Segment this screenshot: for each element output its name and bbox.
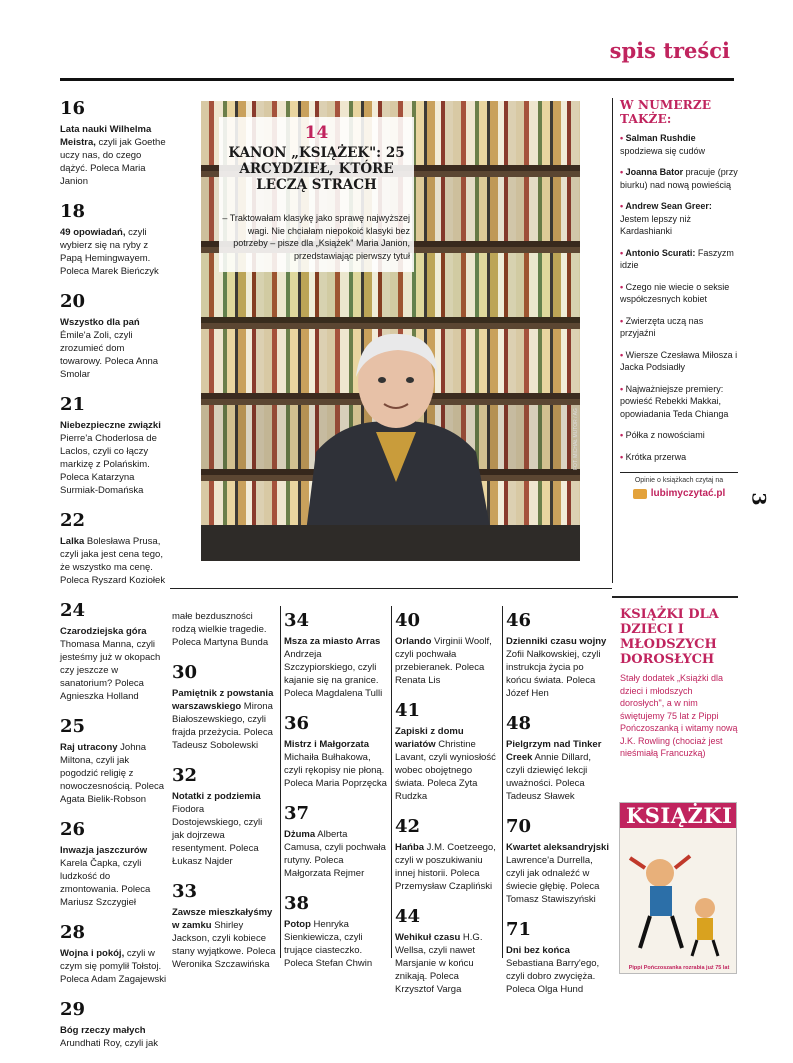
column-5 — [506, 610, 610, 1009]
toc-description — [284, 738, 388, 790]
toc-description — [284, 918, 388, 970]
toc-description — [60, 226, 168, 278]
toc-entry[interactable] — [172, 662, 276, 752]
lubimy-text: Opinie o książkach czytaj na — [634, 477, 724, 484]
toc-rest: Lawrence'a Durrella, czyli jak odnaleźć w świecie głębię. Poleca Tomasz Stawiszyński — [506, 855, 600, 905]
toc-title: Dni bez końca — [506, 945, 570, 956]
sidebar-divider — [612, 596, 738, 598]
sidebar-item[interactable] — [620, 132, 738, 157]
toc-page-number: 42 — [395, 816, 421, 837]
toc-rest: Shirley Jackson, czyli kobiece stany wyjątkowe. Poleca Weronika Szczawińska — [172, 920, 276, 970]
toc-rest: Andrzeja Szczypiorskiego, czyli kajanie się na granice. Poleca Magdalena Tulli — [284, 649, 383, 699]
toc-description — [395, 635, 499, 687]
bullet-icon: • — [620, 349, 626, 360]
toc-title: Hańba — [395, 842, 425, 853]
toc-description — [60, 741, 168, 806]
toc-entry[interactable] — [172, 881, 276, 971]
toc-page-number: 28 — [60, 922, 86, 943]
toc-description — [506, 635, 610, 700]
toc-entry[interactable] — [60, 98, 168, 188]
sidebar-item-bold: Joanna Bator — [625, 167, 684, 177]
toc-entry[interactable] — [395, 816, 499, 893]
toc-title: Potop — [284, 919, 311, 930]
bullet-icon: • — [620, 383, 626, 394]
left-column — [60, 98, 168, 1063]
bullet-icon: • — [620, 451, 626, 462]
sidebar-item[interactable] — [620, 315, 738, 340]
portrait-illustration — [286, 322, 506, 532]
column-3 — [284, 610, 388, 983]
toc-entry[interactable] — [506, 919, 610, 996]
toc-title: 49 opowiadań, — [60, 227, 126, 238]
toc-page-number: 24 — [60, 600, 86, 621]
toc-title: Msza za miasto Arras — [284, 636, 381, 647]
toc-entry[interactable] — [172, 765, 276, 868]
sidebar-item[interactable] — [620, 281, 738, 306]
toc-rest: Fiodora Dostojewskiego, czyli jak dojrzewa resentyment. Poleca Łukasz Najder — [172, 804, 263, 867]
toc-page-number: 16 — [60, 98, 86, 119]
bullet-icon: • — [620, 430, 626, 440]
bullet-icon: • — [620, 201, 626, 211]
toc-description — [506, 841, 610, 906]
toc-entry[interactable] — [395, 700, 499, 803]
toc-description — [172, 790, 276, 868]
sidebar-item-bold: Antonio Scurati: — [625, 247, 696, 258]
toc-rest: Henryka Sienkiewicza, czyli trujące ciasteczko. Poleca Stefan Chwin — [284, 919, 373, 969]
toc-page-number: 21 — [60, 394, 86, 415]
toc-title: Bóg rzeczy małych — [60, 1025, 146, 1036]
toc-title: Wehikuł czasu — [395, 932, 461, 943]
toc-rest: Émile'a Zoli, czyli zrozumieć dom towarowy. Poleca Anna Smolar — [60, 330, 159, 380]
toc-description — [60, 535, 168, 587]
toc-rest: Johna Miltona, czyli jak pogodzić religię z nowoczesnością. Poleca Agata Bielik-Robson — [60, 742, 165, 805]
toc-title: Wojna i pokój, — [60, 948, 125, 959]
toc-title: Pielgrzym nad Tinker Creek — [506, 739, 602, 763]
sidebar-item[interactable] — [620, 200, 738, 238]
kids-heading: KSIĄŻKI DLA DZIECI I MŁODSZYCH DOROSŁYCH — [620, 607, 719, 667]
toc-page-number: 32 — [172, 765, 198, 786]
toc-title: Niebezpieczne związki — [60, 420, 161, 431]
toc-page-number: 25 — [60, 716, 86, 737]
sidebar-item-text: Czego nie wiecie o seksie współczesnych kobiet — [620, 281, 730, 304]
toc-rest: Bolesława Prusa, czyli jaka jest cena tego, że wszystko ma cenę. Poleca Ryszard Koziołek — [60, 536, 166, 586]
toc-description — [60, 1024, 168, 1050]
toc-entry[interactable] — [60, 716, 168, 806]
toc-page-number: 40 — [395, 610, 421, 631]
toc-description — [60, 316, 168, 381]
toc-entry[interactable] — [60, 819, 168, 909]
column-2 — [172, 610, 276, 984]
sidebar-item-text: spodziewa się cudów — [620, 145, 706, 156]
toc-entry[interactable] — [60, 999, 168, 1050]
toc-title: Inwazja jaszczurów — [60, 845, 148, 856]
sidebar-item[interactable] — [620, 166, 738, 191]
toc-entry[interactable] — [284, 893, 388, 970]
toc-description — [395, 931, 499, 996]
toc-title: Orlando — [395, 636, 432, 647]
toc-title: Lalka — [60, 536, 85, 547]
toc-rest: Arundhati Roy, czyli jak — [60, 1038, 159, 1049]
feature-description: – Traktowałam klasykę jako sprawę najwyższej wagi. Nie chciałam niepokoić klasyki bez potrzeby – pisze dla „Książek" Maria Janion, przedstawiając pierwszy tytuł — [222, 213, 410, 261]
sidebar-item-text: Jestem lepszy niż Kardashianki — [620, 213, 692, 236]
toc-rest: Pierre'a Choderlosa de Laclos, czyli co łączy markizę z Polańskim. Poleca Katarzyna Surmiak-Domańska — [60, 433, 157, 496]
toc-description — [60, 123, 168, 188]
toc-rest: czyli jak Goethe uczy nas, do czego dążyć. Poleca Maria Janion — [60, 137, 166, 187]
toc-page-number: 38 — [284, 893, 310, 914]
toc-title: Dżuma — [284, 829, 316, 840]
toc-title: Dzienniki czasu wojny — [506, 636, 607, 647]
sidebar-item-text: Wiersze Czesława Miłosza i Jacka Podsiadły — [620, 349, 738, 372]
sidebar-item[interactable] — [620, 429, 738, 442]
toc-rest: Karela Čapka, czyli ludzkość do zmontowania. Poleca Mariusz Szczygieł — [60, 858, 151, 908]
toc-page-number: 30 — [172, 662, 198, 683]
toc-page-number: 36 — [284, 713, 310, 734]
sidebar-item[interactable] — [620, 349, 738, 374]
toc-title: Mistrz i Małgorzata — [284, 739, 369, 750]
toc-page-number: 22 — [60, 510, 86, 531]
column-rule — [502, 606, 503, 958]
magazine-illustration — [620, 828, 738, 958]
photo-credit: FOT. MICHAŁ MUTOR / AG — [573, 408, 579, 470]
toc-description — [506, 944, 610, 996]
toc-rest: Annie Dillard, czyli dziewięć lekcji uważności. Poleca Tadeusz Sławek — [506, 752, 592, 802]
toc-entry[interactable] — [60, 201, 168, 278]
toc-description — [172, 687, 276, 752]
toc-title: Raj utracony — [60, 742, 118, 753]
toc-rest: czyli w czym się pomylił Tołstoj. Poleca Adam Zagajewski — [60, 948, 167, 985]
table-foreground — [201, 525, 580, 561]
toc-page-number: 70 — [506, 816, 532, 837]
lubimy-logo-text: lubimyczytać.pl — [650, 488, 726, 499]
toc-entry[interactable] — [60, 922, 168, 986]
sidebar-item-text: Najważniejsze premiery: powieść Rebekki Makkai, opowiadania Teda Chianga — [620, 383, 729, 419]
sidebar-rule — [612, 98, 613, 583]
book-icon — [633, 489, 647, 499]
sidebar-item-bold: Andrew Sean Greer: — [625, 201, 712, 211]
lubimy-logo[interactable] — [620, 488, 738, 499]
bullet-icon: • — [620, 167, 626, 177]
toc-page-number: 26 — [60, 819, 86, 840]
toc-title: Wszystko dla pań — [60, 317, 140, 328]
bullet-icon: • — [620, 247, 626, 258]
toc-entry[interactable] — [284, 713, 388, 790]
toc-rest: Mirona Białoszewskiego, czyli frajda przeżycia. Poleca Tadeusz Sobolewski — [172, 701, 273, 751]
toc-rest: Thomasa Manna, czyli jesteśmy już w okopach czy jeszcze w sanatorium? Poleca Agnieszka Holland — [60, 639, 161, 702]
toc-entry[interactable] — [506, 713, 610, 803]
toc-page-number: 20 — [60, 291, 86, 312]
toc-rest: Christine Lavant, czyli wyniosłość wobec obojętnego świata. Poleca Zyta Rudzka — [395, 739, 496, 802]
toc-page-number: 71 — [506, 919, 532, 940]
magazine-footer: Pippi Pończoszanka rozrabia już 75 lat — [628, 965, 730, 971]
page-title: spis treści — [609, 38, 730, 63]
toc-description — [284, 828, 388, 880]
toc-entry[interactable] — [395, 906, 499, 996]
sidebar-item-bold: Salman Rushdie — [625, 133, 696, 143]
sidebar-item[interactable] — [620, 383, 738, 421]
toc-title: Zapiski z domu wariatów — [395, 726, 464, 750]
toc-description — [395, 725, 499, 803]
toc-entry[interactable] — [284, 610, 388, 700]
toc-page-number: 37 — [284, 803, 310, 824]
toc-entry[interactable] — [60, 510, 168, 587]
toc-page-number: 34 — [284, 610, 310, 631]
toc-rest: czyli wybierz się na ryby z Papą Hemingwayem. Poleca Marek Bieńczyk — [60, 227, 159, 277]
sidebar-item-text: pracuje (przy biurku) nad nową powieścią — [620, 167, 738, 190]
toc-entry[interactable] — [60, 394, 168, 497]
bullet-icon: • — [620, 315, 626, 326]
toc-entry[interactable] — [60, 291, 168, 381]
toc-page-number: 29 — [60, 999, 86, 1020]
column-4 — [395, 610, 499, 1009]
toc-rest: Virginii Woolf, czyli pochwała przebieranek. Poleca Renata Lis — [395, 636, 492, 686]
toc-title: Lata nauki Wilhelma Meistra, — [60, 124, 152, 148]
toc-description — [60, 625, 168, 703]
toc-title: Kwartet aleksandryjski — [506, 842, 609, 853]
sidebar — [620, 98, 738, 499]
toc-rest: Alberta Camusa, czyli pochwała rutyny. Poleca Małgorzata Rejmer — [284, 829, 386, 879]
sidebar-item-text: Faszyzm idzie — [620, 247, 734, 270]
toc-entry[interactable] — [284, 803, 388, 880]
toc-rest: J.M. Coetzeego, czyli w poszukiwaniu innej historii. Poleca Przemysław Czapliński — [395, 842, 496, 892]
toc-title: Czarodziejska góra — [60, 626, 147, 637]
kids-text: Stały dodatek „Książki dla dzieci i młodszych dorosłych", a w nim świętujemy 75 lat z Pippi Pończoszanką i witamy nową J.K. Rowling (chociaż jest nieśmiałą Francuzką) — [620, 673, 738, 758]
toc-entry[interactable] — [506, 816, 610, 906]
toc-page-number: 44 — [395, 906, 421, 927]
feature-number: 14 — [304, 123, 329, 143]
toc-description — [395, 841, 499, 893]
sidebar-item[interactable] — [620, 451, 738, 464]
sidebar-item[interactable] — [620, 247, 738, 272]
toc-description — [60, 947, 168, 986]
sidebar-heading: W NUMERZE TAKŻE: — [620, 98, 712, 126]
sidebar-item-text: Zwierzęta uczą nas przyjaźni — [620, 315, 704, 338]
feature-title[interactable]: KANON „KSIĄŻEK": 25 ARCYDZIEŁ, KTÓRE LECZĄ STRACH — [228, 145, 405, 193]
toc-page-number: 18 — [60, 201, 86, 222]
column-rule — [280, 606, 281, 958]
toc-description — [60, 844, 168, 909]
page-number: 3 — [747, 492, 770, 506]
toc-description — [172, 906, 276, 971]
toc-description — [506, 738, 610, 803]
toc-entry[interactable] — [395, 610, 499, 687]
bullet-icon: • — [620, 281, 626, 292]
toc-page-number: 33 — [172, 881, 198, 902]
toc-page-number: 46 — [506, 610, 532, 631]
toc-description — [284, 635, 388, 700]
header-rule — [60, 78, 734, 81]
toc-rest: Zofii Nałkowskiej, czyli instrukcja życia po końcu świata. Poleca Józef Hen — [506, 649, 601, 699]
sidebar-item-text: Krótka przerwa — [625, 451, 687, 462]
sidebar-item-text: Półka z nowościami — [625, 430, 705, 440]
toc-title: Pamiętnik z powstania warszawskiego — [172, 688, 274, 712]
bottom-grid-top-rule — [170, 588, 612, 589]
magazine-cover[interactable] — [619, 802, 737, 974]
column-rule — [391, 606, 392, 958]
toc-rest: Sebastiana Barry'ego, czyli dobro zwycięża. Poleca Olga Hund — [506, 958, 600, 995]
bullet-icon: • — [620, 133, 626, 143]
toc-description — [60, 419, 168, 497]
toc-rest: H.G. Wellsa, czyli nawet Marsjanie w końcu znikają. Poleca Krzysztof Varga — [395, 932, 483, 995]
magazine-title: KSIĄŻKI — [620, 803, 736, 828]
toc-continuation: małe bezduszności rodzą wielkie tragedie. Poleca Martyna Bunda — [172, 611, 269, 648]
toc-page-number: 48 — [506, 713, 532, 734]
toc-rest: Michaiła Bułhakowa, czyli rękopisy nie płoną. Poleca Maria Poprzęcka — [284, 752, 387, 789]
toc-title: Zawsze mieszkałyśmy w zamku — [172, 907, 273, 931]
toc-title: Notatki z podziemia — [172, 791, 261, 802]
toc-entry[interactable] — [506, 610, 610, 700]
toc-entry[interactable] — [60, 600, 168, 703]
toc-page-number: 41 — [395, 700, 421, 721]
